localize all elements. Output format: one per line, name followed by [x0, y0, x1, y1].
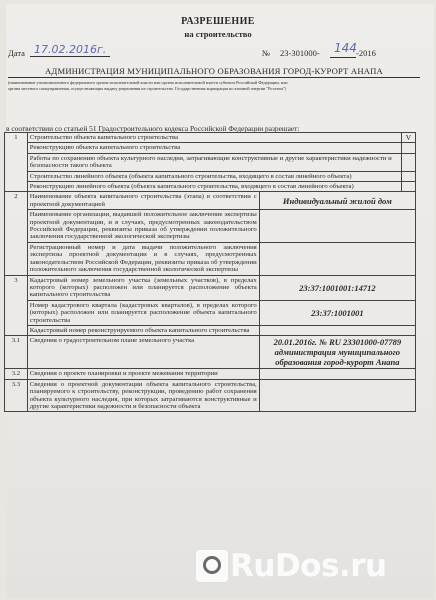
document-title: РАЗРЕШЕНИЕ [181, 16, 255, 27]
row-label: Наименование объекта капитального строительства (этапа) в соответствии с проектной документацией [27, 192, 259, 210]
date-label: Дата [8, 48, 25, 58]
row-label: Наименование организации, выдавшей положительное заключение экспертизы проектной документации, и в случаях, предусмотренных законодательством Российской Федерации, реквизиты приказа об утверждении положительного заключения государственной экологической экспертизы [27, 210, 259, 243]
table-row [5, 242, 416, 275]
row-label: Сведения о проекте планировки и проекте межевания территории [27, 369, 259, 379]
row-number: 2 [5, 192, 28, 275]
table-row [5, 133, 416, 143]
row-label: Реконструкцию объекта капитального строительства [27, 143, 401, 153]
number-prefix: 23-301000- [280, 48, 320, 58]
row-label: Регистрационный номер и дата выдачи положительного заключения экспертизы проектной документации и в случаях, предусмотренных законодательством Российской Федерации, реквизиты приказа об утверждении положительного заключения государственной экологической экспертизы [27, 242, 259, 275]
authority-name: АДМИНИСТРАЦИЯ МУНИЦИПАЛЬНОГО ОБРАЗОВАНИЯ ГОРОД-КУРОРТ АНАПА [8, 66, 420, 78]
row-number: 1 [5, 133, 28, 192]
table-row [5, 153, 416, 171]
gradplan-value: 20.01.2016г. № RU 23301000-07789 администрация муниципального образования город-курорт Анапа [259, 336, 415, 369]
authority-note-1: (наименование уполномоченного федерального органа исполнительной власти или органа исполнительной власти субъекта Российской Федерации, или [8, 80, 288, 85]
row-label: Строительство объекта капитального строительства [27, 133, 401, 143]
row-number: 3.1 [5, 336, 28, 369]
row-label: Кадастровый номер земельного участка (земельных участков), в пределах которого (которых) расположен или планируется расположение объекта капитального строительства [27, 275, 259, 300]
permit-table [4, 132, 416, 412]
row-label: Номер кадастрового квартала (кадастровых кварталов), в пределах которого (которых) расположен или планируется расположение объекта капитального строительства [27, 300, 259, 325]
cadastral-quarter-value: 23:37:1001001 [259, 300, 415, 325]
table-row [5, 379, 416, 412]
table-row [5, 143, 416, 153]
row-label: Кадастровый номер реконструируемого объекта капитального строительства [27, 325, 259, 335]
authority-note-2: органа местного самоуправления, осуществляющих выдачу разрешения на строительство. Государственная корпорация по атомной энергии "Росатом") [8, 86, 287, 91]
number-handwritten: 144 [334, 41, 357, 55]
row-number: 3 [5, 275, 28, 336]
row-label: Сведения о градостроительном плане земельного участка [27, 336, 259, 369]
table-row [5, 325, 416, 335]
date-underline [30, 56, 110, 57]
legal-basis: в соответствии со статьей 51 Градостроительного кодекса Российской Федерации разрешает: [6, 124, 300, 133]
number-label: № [262, 48, 271, 58]
number-suffix: -2016 [356, 48, 376, 58]
row-label: Работы по сохранению объекта культурного наследия, затрагивающие конструктивные и другие характеристики надежности и безопасности такого объекта [27, 153, 401, 171]
date-value: 17.02.2016г. [34, 43, 107, 56]
cadastral-number-value: 23:37:1001001:14712 [259, 275, 415, 300]
row-label: Сведения о проектной документации объекта капитального строительства, планируемого к строительству, реконструкции, проведению работ сохранения объекта культурного наследия, при которых затрагиваются конструктивные и другие характеристики надежности и безопасности объекта [27, 379, 259, 412]
table-row [5, 182, 416, 192]
row-label: Реконструкцию линейного объекта (объекта капитального строительства, входящего в состав линейного объекта) [27, 182, 401, 192]
table-row [5, 336, 416, 369]
object-name-value: Индивидуальный жилой дом [259, 192, 415, 210]
row-number: 3.2 [5, 369, 28, 379]
watermark-logo-icon [196, 550, 228, 582]
table-row [5, 210, 416, 243]
table-row [5, 369, 416, 379]
watermark-text: RuDos.ru [230, 548, 387, 584]
table-row [5, 171, 416, 181]
row-label: Строительство линейного объекта (объекта капитального строительства, входящего в состав линейного объекта) [27, 171, 401, 181]
table-row [5, 275, 416, 300]
checkmark: V [402, 133, 416, 143]
row-number: 3.3 [5, 379, 28, 412]
document-subtitle: на строительство [184, 29, 252, 39]
number-underline [330, 57, 356, 58]
table-row [5, 192, 416, 210]
table-row [5, 300, 416, 325]
